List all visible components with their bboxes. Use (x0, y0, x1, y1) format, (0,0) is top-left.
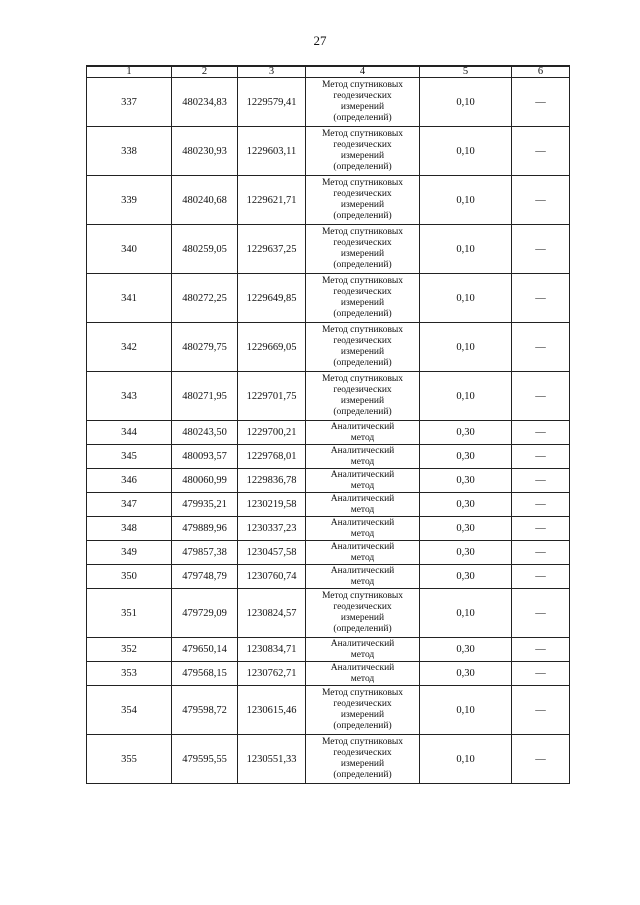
description-cell: — (512, 78, 570, 127)
precision-cell: 0,30 (420, 469, 512, 493)
method-cell (306, 493, 420, 517)
point-number-cell: 340 (87, 225, 172, 274)
precision-cell: 0,30 (420, 421, 512, 445)
description-cell: — (512, 225, 570, 274)
description-cell: — (512, 638, 570, 662)
header-col-1: 1 (87, 66, 172, 78)
description-cell: — (512, 662, 570, 686)
x-coordinate-cell: 480272,25 (172, 274, 238, 323)
method-line: Аналитический (330, 421, 395, 432)
method-line: (определений) (333, 309, 392, 319)
method-line: (определений) (333, 358, 392, 368)
method-line: Аналитический (330, 565, 395, 576)
method-line: Метод спутниковых (321, 591, 404, 601)
description-cell: — (512, 469, 570, 493)
method-line: Аналитический (330, 445, 395, 456)
method-line: измерений (340, 151, 385, 161)
y-coordinate-cell: 1229621,71 (238, 176, 306, 225)
point-number-cell: 345 (87, 445, 172, 469)
method-cell (306, 421, 420, 445)
description-cell: — (512, 541, 570, 565)
precision-cell: 0,10 (420, 323, 512, 372)
precision-cell: 0,30 (420, 517, 512, 541)
point-number-cell: 341 (87, 274, 172, 323)
method-cell (306, 225, 420, 274)
table-row (87, 421, 570, 445)
page-number: 27 (313, 33, 327, 48)
header-col-3: 3 (238, 66, 306, 78)
method-line: (определений) (333, 624, 392, 634)
table-row (87, 176, 570, 225)
method-line: Метод спутниковых (321, 325, 404, 335)
method-line: метод (350, 480, 375, 491)
description-cell: — (512, 323, 570, 372)
table-row (87, 662, 570, 686)
y-coordinate-cell: 1230760,74 (238, 565, 306, 589)
y-coordinate-cell: 1230457,58 (238, 541, 306, 565)
x-coordinate-cell: 479650,14 (172, 638, 238, 662)
y-coordinate-cell: 1230762,71 (238, 662, 306, 686)
y-coordinate-cell: 1230615,46 (238, 686, 306, 735)
precision-cell: 0,30 (420, 445, 512, 469)
header-col-5: 5 (420, 66, 512, 78)
x-coordinate-cell: 479935,21 (172, 493, 238, 517)
table-row (87, 225, 570, 274)
method-line: Метод спутниковых (321, 688, 404, 698)
point-number-cell: 343 (87, 372, 172, 421)
method-line: (определений) (333, 211, 392, 221)
description-cell: — (512, 274, 570, 323)
method-cell (306, 372, 420, 421)
precision-cell: 0,10 (420, 372, 512, 421)
y-coordinate-cell: 1229669,05 (238, 323, 306, 372)
method-cell (306, 469, 420, 493)
precision-cell: 0,30 (420, 565, 512, 589)
table-body (87, 78, 570, 784)
x-coordinate-cell: 480093,57 (172, 445, 238, 469)
precision-cell: 0,30 (420, 493, 512, 517)
method-line: Метод спутниковых (321, 276, 404, 286)
method-line: Аналитический (330, 493, 395, 504)
y-coordinate-cell: 1229701,75 (238, 372, 306, 421)
y-coordinate-cell: 1229637,25 (238, 225, 306, 274)
table-row (87, 469, 570, 493)
precision-cell: 0,30 (420, 541, 512, 565)
precision-cell: 0,10 (420, 78, 512, 127)
point-number-cell: 351 (87, 589, 172, 638)
table-row (87, 517, 570, 541)
method-line: метод (350, 432, 375, 443)
table-row (87, 493, 570, 517)
header-col-4: 4 (306, 66, 420, 78)
method-line: измерений (340, 249, 385, 259)
method-line: измерений (340, 200, 385, 210)
description-cell: — (512, 445, 570, 469)
description-cell: — (512, 589, 570, 638)
description-cell: — (512, 517, 570, 541)
method-line: Аналитический (330, 541, 395, 552)
method-cell (306, 541, 420, 565)
point-number-cell: 342 (87, 323, 172, 372)
x-coordinate-cell: 479568,15 (172, 662, 238, 686)
method-line: метод (350, 504, 375, 515)
method-cell (306, 638, 420, 662)
point-number-cell: 350 (87, 565, 172, 589)
table-row (87, 735, 570, 784)
description-cell: — (512, 565, 570, 589)
method-line: геодезических (333, 238, 392, 248)
method-line: Метод спутниковых (321, 80, 404, 90)
method-cell (306, 589, 420, 638)
method-line: Аналитический (330, 662, 395, 673)
method-cell (306, 445, 420, 469)
precision-cell: 0,10 (420, 274, 512, 323)
y-coordinate-cell: 1229603,11 (238, 127, 306, 176)
y-coordinate-cell: 1230219,58 (238, 493, 306, 517)
method-line: метод (350, 456, 375, 467)
point-number-cell: 344 (87, 421, 172, 445)
description-cell: — (512, 421, 570, 445)
precision-cell: 0,10 (420, 127, 512, 176)
method-line: (определений) (333, 770, 392, 780)
method-cell (306, 176, 420, 225)
y-coordinate-cell: 1229649,85 (238, 274, 306, 323)
method-line: (определений) (333, 721, 392, 731)
method-line: метод (350, 552, 375, 563)
x-coordinate-cell: 480240,68 (172, 176, 238, 225)
point-number-cell: 349 (87, 541, 172, 565)
method-cell (306, 565, 420, 589)
method-line: метод (350, 649, 375, 660)
method-line: измерений (340, 347, 385, 357)
header-col-6: 6 (512, 66, 570, 78)
method-line: Аналитический (330, 517, 395, 528)
method-line: измерений (340, 710, 385, 720)
method-line: геодезических (333, 385, 392, 395)
method-cell (306, 323, 420, 372)
method-line: метод (350, 528, 375, 539)
table-row (87, 638, 570, 662)
method-line: геодезических (333, 748, 392, 758)
method-line: геодезических (333, 287, 392, 297)
x-coordinate-cell: 479857,38 (172, 541, 238, 565)
method-line: измерений (340, 102, 385, 112)
point-number-cell: 346 (87, 469, 172, 493)
x-coordinate-cell: 480060,99 (172, 469, 238, 493)
x-coordinate-cell: 479889,96 (172, 517, 238, 541)
method-line: геодезических (333, 140, 392, 150)
method-line: Метод спутниковых (321, 178, 404, 188)
method-cell (306, 662, 420, 686)
method-cell (306, 78, 420, 127)
method-cell (306, 274, 420, 323)
method-line: геодезических (333, 602, 392, 612)
method-line: измерений (340, 298, 385, 308)
point-number-cell: 348 (87, 517, 172, 541)
method-line: Метод спутниковых (321, 227, 404, 237)
table-row (87, 127, 570, 176)
y-coordinate-cell: 1229579,41 (238, 78, 306, 127)
table-row (87, 372, 570, 421)
method-cell (306, 127, 420, 176)
header-col-2: 2 (172, 66, 238, 78)
precision-cell: 0,10 (420, 686, 512, 735)
precision-cell: 0,10 (420, 225, 512, 274)
method-cell (306, 686, 420, 735)
method-line: геодезических (333, 91, 392, 101)
method-line: (определений) (333, 407, 392, 417)
point-number-cell: 337 (87, 78, 172, 127)
method-line: измерений (340, 759, 385, 769)
method-line: Аналитический (330, 638, 395, 649)
method-line: измерений (340, 613, 385, 623)
table-row (87, 589, 570, 638)
point-number-cell: 355 (87, 735, 172, 784)
method-line: Метод спутниковых (321, 129, 404, 139)
method-line: (определений) (333, 162, 392, 172)
table-row (87, 565, 570, 589)
y-coordinate-cell: 1230551,33 (238, 735, 306, 784)
x-coordinate-cell: 480271,95 (172, 372, 238, 421)
description-cell: — (512, 176, 570, 225)
method-line: метод (350, 576, 375, 587)
x-coordinate-cell: 480259,05 (172, 225, 238, 274)
method-line: геодезических (333, 336, 392, 346)
method-line: измерений (340, 396, 385, 406)
point-number-cell: 354 (87, 686, 172, 735)
method-line: (определений) (333, 113, 392, 123)
precision-cell: 0,10 (420, 735, 512, 784)
coordinates-table (86, 65, 570, 784)
method-line: геодезических (333, 189, 392, 199)
y-coordinate-cell: 1229700,21 (238, 421, 306, 445)
method-cell (306, 517, 420, 541)
point-number-cell: 352 (87, 638, 172, 662)
table-row (87, 274, 570, 323)
x-coordinate-cell: 479598,72 (172, 686, 238, 735)
y-coordinate-cell: 1230337,23 (238, 517, 306, 541)
point-number-cell: 353 (87, 662, 172, 686)
y-coordinate-cell: 1229768,01 (238, 445, 306, 469)
x-coordinate-cell: 480279,75 (172, 323, 238, 372)
precision-cell: 0,30 (420, 638, 512, 662)
x-coordinate-cell: 479595,55 (172, 735, 238, 784)
table-row (87, 78, 570, 127)
x-coordinate-cell: 479748,79 (172, 565, 238, 589)
method-line: Аналитический (330, 469, 395, 480)
description-cell: — (512, 686, 570, 735)
x-coordinate-cell: 480230,93 (172, 127, 238, 176)
table-row (87, 323, 570, 372)
table-row (87, 686, 570, 735)
description-cell: — (512, 735, 570, 784)
method-line: Метод спутниковых (321, 374, 404, 384)
x-coordinate-cell: 479729,09 (172, 589, 238, 638)
y-coordinate-cell: 1230834,71 (238, 638, 306, 662)
description-cell: — (512, 493, 570, 517)
x-coordinate-cell: 480243,50 (172, 421, 238, 445)
table-row (87, 445, 570, 469)
point-number-cell: 347 (87, 493, 172, 517)
table-header (87, 66, 570, 78)
description-cell: — (512, 127, 570, 176)
x-coordinate-cell: 480234,83 (172, 78, 238, 127)
table-row (87, 541, 570, 565)
precision-cell: 0,30 (420, 662, 512, 686)
y-coordinate-cell: 1229836,78 (238, 469, 306, 493)
method-line: Метод спутниковых (321, 737, 404, 747)
y-coordinate-cell: 1230824,57 (238, 589, 306, 638)
method-cell (306, 735, 420, 784)
precision-cell: 0,10 (420, 176, 512, 225)
point-number-cell: 339 (87, 176, 172, 225)
description-cell: — (512, 372, 570, 421)
method-line: метод (350, 673, 375, 684)
point-number-cell: 338 (87, 127, 172, 176)
precision-cell: 0,10 (420, 589, 512, 638)
method-line: (определений) (333, 260, 392, 270)
method-line: геодезических (333, 699, 392, 709)
